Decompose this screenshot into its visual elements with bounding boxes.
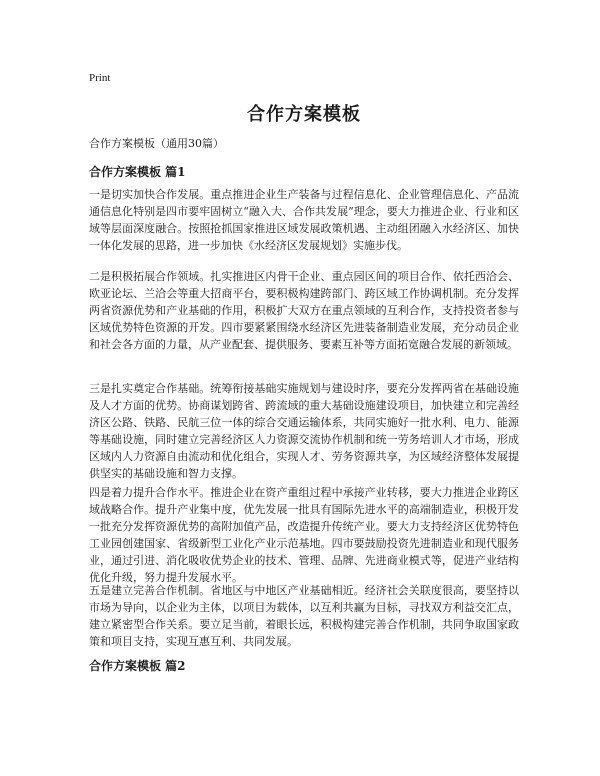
- paragraph-2: 二是积极拓展合作领域。扎实推进区内骨干企业、重点园区间的项目合作、依托西洽会、欧亚论坛、兰洽会等重大招商平台，要积极构建跨部门、跨区域工作协调机制。充分发挥两省资源优势和产业基础的作用，积极扩大双方在重点领域的互利合作，支持投资者参与区域优势特色资源的开发。四市要紧紧围绕水经济区先进装备制造业发展，充分动员企业和社会各方面的力量，从产业配套、提供服务、要素互补等方面拓宽融合发展的新领域。: [89, 270, 519, 351]
- page-title: 合作方案模板: [247, 104, 361, 125]
- paragraph-1: 一是切实加快合作发展。重点推进企业生产装备与过程信息化、企业管理信息化、产品流通信息化特别是四市要牢固树立“融入大、合作共发展”理念，要大力推进企业、行业和区域等层面深度融合。按照抢抓国家推进区域发展政策机遇、主动组团融入水经济区、加快一体化发展的思路，进一步加快《水经济区发展规划》实施步伐。: [89, 188, 519, 252]
- section-heading-2: 合作方案模板 篇2: [89, 659, 186, 673]
- paragraph-5: 五是建立完善合作机制。省地区与中地区产业基础相近。经济社会关联度很高，要坚持以市场为导向，以企业为主体，以项目为载体，以互利共赢为目标，寻找双方利益交汇点，建立紧密型合作关系。要立足当前，着眼长远，积极构建完善合作机制，共同争取国家政策和项目支持，实现互惠互利、共同发展。: [89, 584, 519, 648]
- print-label[interactable]: Print: [89, 72, 111, 84]
- section-heading-1: 合作方案模板 篇1: [89, 165, 186, 179]
- paragraph-4: 四是着力提升合作水平。推进企业在资产重组过程中承接产业转移，要大力推进企业跨区域战略合作。提升产业集中度，优先发展一批具有国际先进水平的高端制造业，积极开发一批充分发挥资源优势的高附加值产品，改造提升传统产业。要大力支持经济区优势特色工业园创建国家、省级新型工业化产业示范基地。四市要鼓励投资先进制造业和现代服务业，通过引进、消化吸收优势企业的技术、管理、品牌、先进商业模式等，促进产业结构优化升级，努力提升发展水平。: [89, 486, 519, 584]
- paragraph-3: 三是扎实奠定合作基础。统筹衔接基础实施规划与建设时序，要充分发挥两省在基础设施及人才方面的优势。协商谋划跨省、跨流域的重大基础设施建设项目，加快建立和完善经济区公路、铁路、民航三位一体的综合交通运输体系，共同实施好一批水利、电力、能源等基础设施，同时建立完善经济区人力资源交流协作机制和统一劳务培训人才市场，形成区域内人力资源自由流动和优化组合，实现人才、劳务资源共享，为区域经济整体发展提供坚实的基础设施和智力支撑。: [89, 382, 519, 480]
- document-subtitle: 合作方案模板（通用30篇）: [89, 137, 224, 150]
